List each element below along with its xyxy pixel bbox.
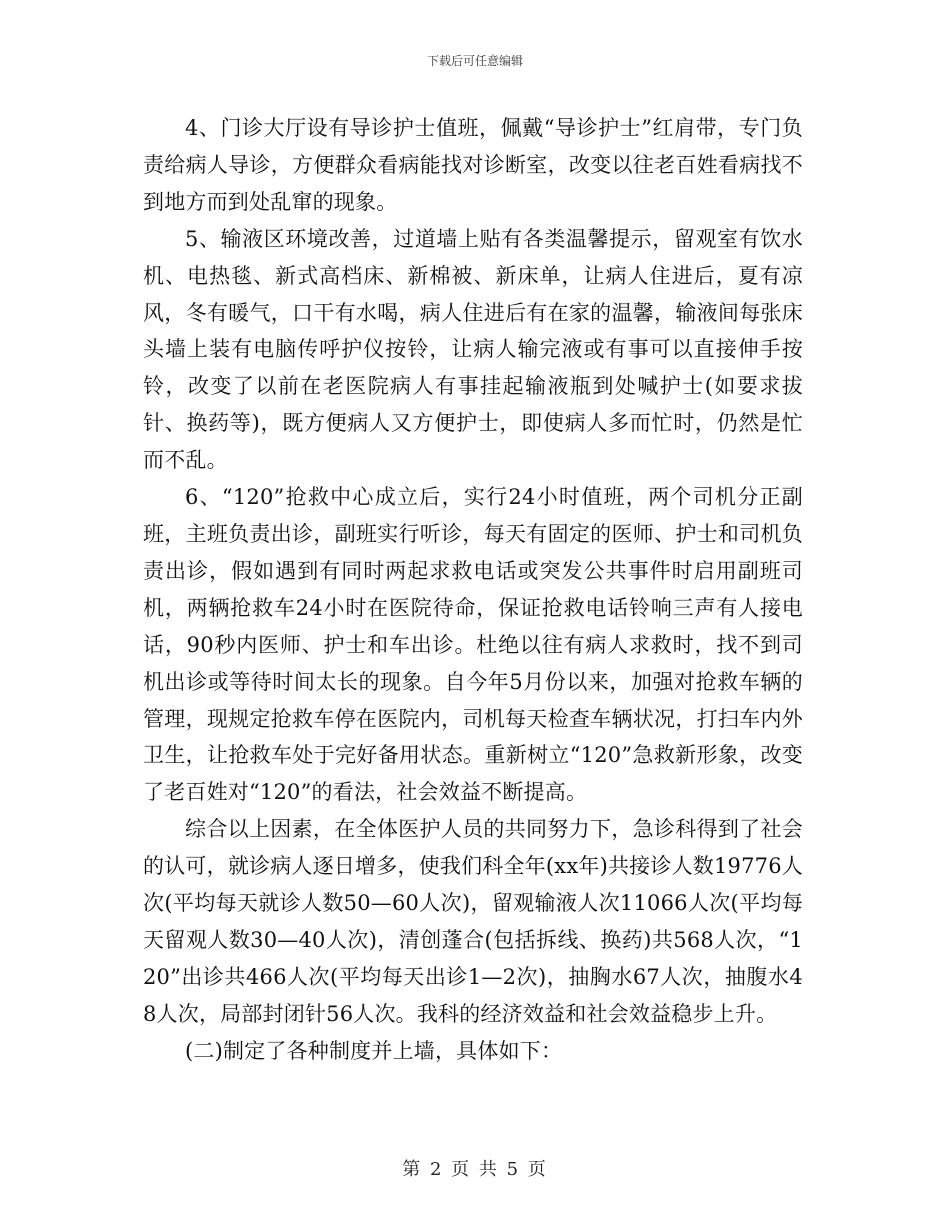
paragraph-item-5: 5、输液区环境改善，过道墙上贴有各类温馨提示，留观室有饮水机、电热毯、新式高档床、新棉被、新床单，让病人住进后，夏有凉风，冬有暖气，口干有水喝，病人住进后有在家的温馨，输液间每张床头墙上装有电脑传呼护仪按铃，让病人输完液或有事可以直接伸手按铃，改变了以前在老医院病人有事挂起输液瓶到处喊护士(如要求拔针、换药等)，既方便病人又方便护士，即使病人多而忙时，仍然是忙而不乱。 <box>143 226 803 473</box>
paragraph-section-2-intro: (二)制定了各种制度并上墙，具体如下： <box>185 1038 563 1063</box>
paragraph-item-6: 6、“120”抢救中心成立后，实行24小时值班，两个司机分正副班，主班负责出诊，副班实行听诊，每天有固定的医师、护士和司机负责出诊，假如遇到有同时两起求救电话或突发公共事件时启用副班司机，两辆抢救车24小时在医院待命，保证抢救电话铃响三声有人接电话，90秒内医师、护士和车出诊。杜绝以往有病人求救时，找不到司机出诊或等待时间太长的现象。自今年5月份以来，加强对抢救车辆的管理，现规定抢救车停在医院内，司机每天检查车辆状况，打扫车内外卫生，让抢救车处于完好备用状态。重新树立“120”急救新形象，改变了老百姓对“120”的看法，社会效益不断提高。 <box>143 485 803 805</box>
paragraph-item-4: 4、门诊大厅设有导诊护士值班，佩戴“导诊护士”红肩带，专门负责给病人导诊，方便群众看病能找对诊断室，改变以往老百姓看病找不到地方而到处乱窜的现象。 <box>143 116 803 214</box>
paragraph-summary: 综合以上因素，在全体医护人员的共同努力下，急诊科得到了社会的认可，就诊病人逐日增多，使我们科全年(xx年)共接诊人数19776人次(平均每天就诊人数50—60人次)，留观输液人次11066人次(平均每天留观人数30—40人次)，清创蓬合(包括拆线、换药)共568人次，“120”出诊共466人次(平均每天出诊1—2次)，抽胸水67人次，抽腹水48人次，局部封闭针56人次。我科的经济效益和社会效益稳步上升。 <box>143 817 803 1026</box>
page-header: 下载后可任意编辑 <box>426 54 523 68</box>
document-body <box>143 110 803 1070</box>
page-number-footer: 第 2 页 共 5 页 <box>402 1159 548 1180</box>
